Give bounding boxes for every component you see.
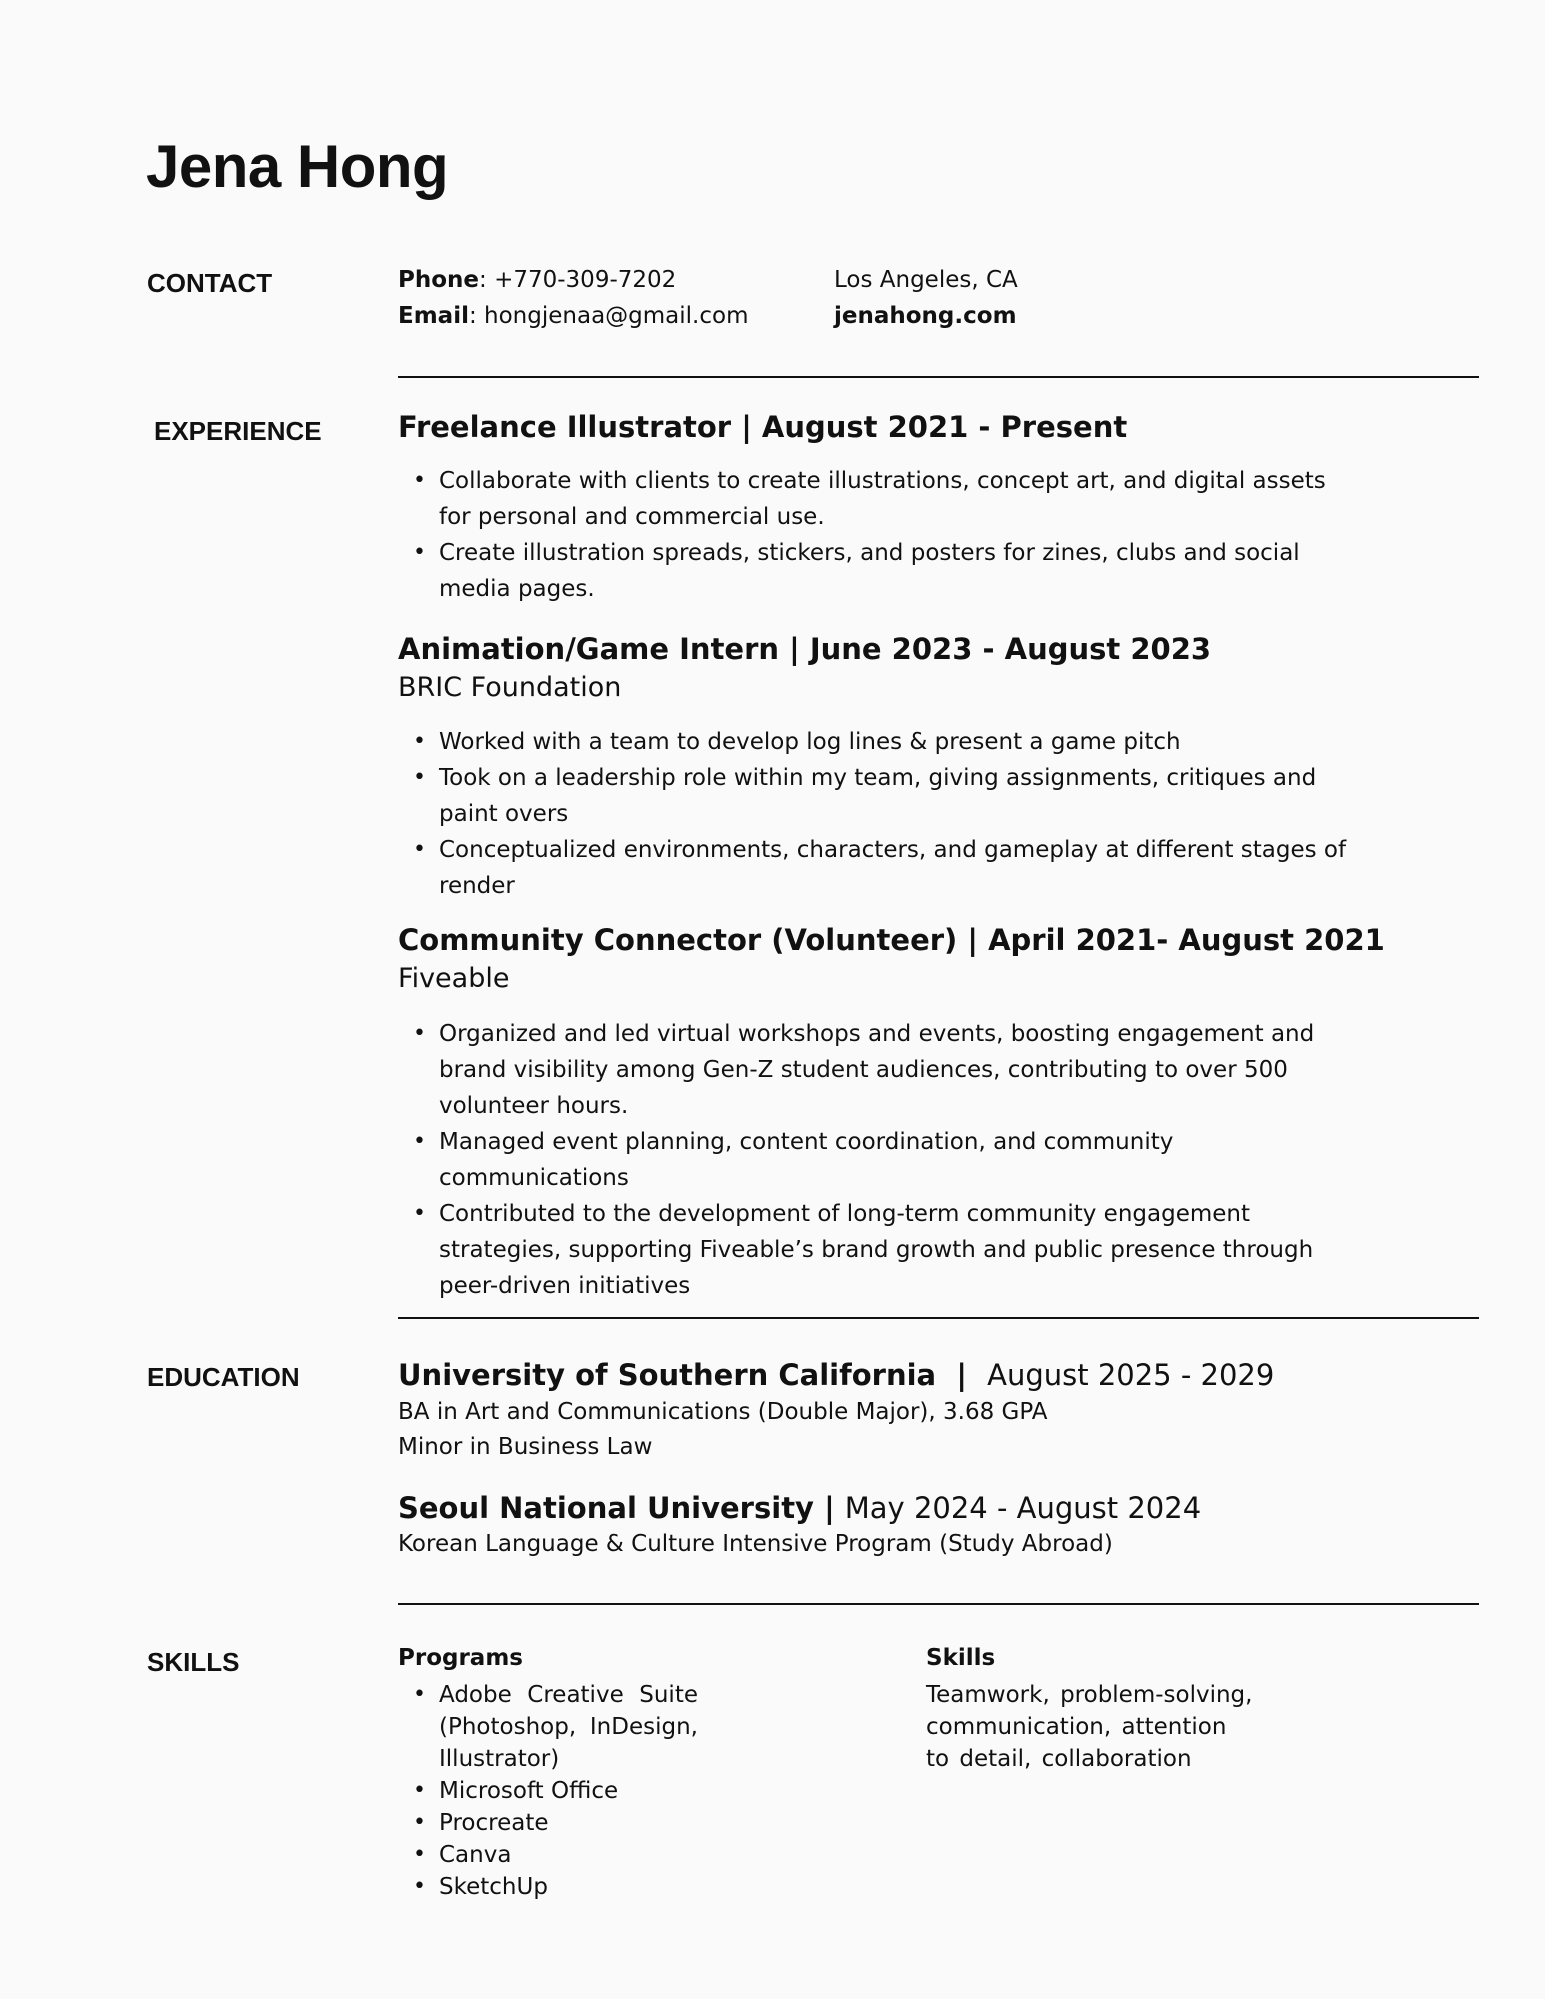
separator: | [936,1358,988,1392]
list-item: • Took on a leadership role within my team, giving assignments, critiques and paint overs [398,760,1358,832]
education-item [398,1488,1358,1560]
list-item: • Organized and led virtual workshops and events, boosting engagement and brand visibility among Gen-Z student audiences, contributing to over 500 volunteer hours. [398,1016,1358,1124]
email-value: : hongjenaa@gmail.com [468,303,749,329]
contact-column-left [398,262,748,334]
divider [398,1317,1479,1319]
phone-line [398,262,748,298]
list-item: • Adobe Creative Suite (Photoshop, InDesign, Illustrator) [398,1679,698,1775]
phone-value: : +770-309-7202 [479,267,677,293]
education-title [398,1488,1358,1528]
skills-column [926,1641,1256,1775]
job-title: Freelance Illustrator | August 2021 - Present [398,410,1128,444]
programs-list [398,1679,698,1903]
education-dates: August 2025 - 2029 [987,1358,1275,1392]
job-organization: BRIC Foundation [398,672,622,703]
section-label-education: EDUCATION [147,1362,300,1392]
job-bullets [398,724,1358,904]
list-item: • Contributed to the development of long-term community engagement strategies, supporting Fiveable’s brand growth and public presence through peer-driven initiatives [398,1196,1358,1304]
list-item: • Managed event planning, content coordination, and community communications [398,1124,1358,1196]
skills-list-text: Teamwork, problem-solving, communication, attention to detail, collaboration [926,1682,1253,1772]
list-item: • Worked with a team to develop log lines & present a game pitch [398,724,1358,760]
list-item: • Procreate [398,1807,698,1839]
job-title: Animation/Game Intern | June 2023 - August 2023 [398,632,1212,666]
divider [398,376,1479,378]
contact-column-right [834,262,1018,334]
section-label-contact: CONTACT [147,268,273,298]
programs-column [398,1641,698,1903]
website-link[interactable]: jenahong.com [834,303,1017,329]
email-label: Email [398,303,469,329]
list-item: • Canva [398,1839,698,1871]
job-title: Community Connector (Volunteer) | April 2021- August 2021 [398,923,1385,957]
section-label-skills: SKILLS [147,1647,240,1677]
location: Los Angeles, CA [834,267,1018,293]
experience-item [398,407,1358,607]
candidate-name: Jena Hong [146,133,449,200]
program-line: Korean Language & Culture Intensive Program (Study Abroad) [398,1531,1113,1557]
list-item: • Conceptualized environments, characters, and gameplay at different stages of render [398,832,1358,904]
list-item: • Microsoft Office [398,1775,698,1807]
list-item: • Create illustration spreads, stickers, and posters for zines, clubs and social media pages. [398,535,1358,607]
experience-item [398,920,1385,1304]
job-bullets [398,463,1358,607]
education-item [398,1355,1358,1465]
programs-heading: Programs [398,1645,523,1671]
email-line [398,298,748,334]
separator: | [813,1491,845,1525]
divider [398,1603,1479,1605]
section-label-experience: EXPERIENCE [154,416,322,446]
list-item: • Collaborate with clients to create illustrations, concept art, and digital assets for personal and commercial use. [398,463,1358,535]
job-organization: Fiveable [398,963,510,994]
phone-label: Phone [398,267,480,293]
skills-heading: Skills [926,1645,996,1671]
education-title [398,1355,1358,1395]
degree-line: BA in Art and Communications (Double Major), 3.68 GPA [398,1399,1048,1425]
job-bullets [398,1016,1358,1304]
list-item: • SketchUp [398,1871,698,1903]
school-name: Seoul National University [398,1491,814,1525]
experience-item [398,629,1358,904]
education-dates: May 2024 - August 2024 [844,1491,1202,1525]
school-name: University of Southern California [398,1358,937,1392]
minor-line: Minor in Business Law [398,1434,653,1460]
